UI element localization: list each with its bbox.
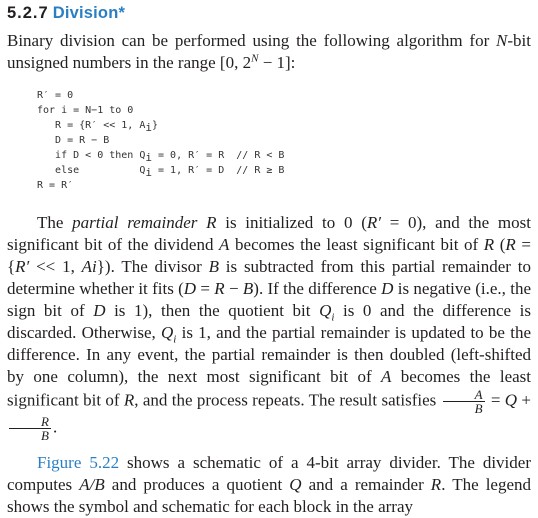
p2-text: ). If the difference bbox=[253, 279, 382, 298]
code-subscript: i bbox=[145, 166, 152, 179]
code-text: = 0, R′ = R // R < B bbox=[152, 150, 285, 161]
p2-text: ( bbox=[494, 235, 506, 254]
code-text: else Q bbox=[37, 165, 146, 176]
p3-text: and a remainder bbox=[301, 475, 431, 494]
p3-text: shows a schematic of a 4-bit array divider. The divider computes bbox=[7, 453, 531, 494]
fraction-numerator: R bbox=[9, 415, 51, 429]
intro-text: Binary division can be performed using the following algorithm for bbox=[7, 31, 497, 50]
p2-text: = { bbox=[7, 235, 531, 276]
p2-text: , and the process repeats. The result satisfies bbox=[134, 390, 441, 410]
p2-var: Ai bbox=[81, 257, 97, 276]
p2-text: becomes the least significant bit of bbox=[229, 235, 484, 254]
code-line bbox=[37, 118, 531, 133]
p2-var: B bbox=[242, 279, 254, 298]
code-line: D = R − B bbox=[37, 135, 110, 146]
p2-var: R bbox=[505, 235, 516, 254]
fraction-denominator: B bbox=[474, 401, 483, 416]
p2-var: B bbox=[208, 257, 219, 276]
intro-var-n: N bbox=[496, 31, 508, 50]
p2-text: = 0), and the most significant bit of the dividend bbox=[7, 213, 531, 254]
code-line: for i = N−1 to 0 bbox=[37, 105, 134, 116]
p2-term: partial remainder R bbox=[72, 213, 217, 232]
page bbox=[7, 2, 531, 518]
p2-text: − bbox=[224, 279, 243, 298]
fraction-r-over-b bbox=[9, 415, 51, 442]
p2-text: = bbox=[196, 279, 215, 298]
p2-var: A bbox=[381, 367, 392, 386]
intro-text: -bit unsigned numbers in the range [0, 2 bbox=[7, 31, 531, 72]
code-text: = 1, R′ = D // R ≥ B bbox=[152, 165, 285, 176]
p2-var: A bbox=[219, 235, 230, 254]
explanation-paragraph bbox=[7, 212, 531, 442]
figure-reference-paragraph bbox=[7, 452, 531, 518]
p2-var: R′ bbox=[15, 257, 30, 276]
p2-text: becomes the least significant bit of bbox=[7, 367, 531, 410]
code-text: } bbox=[152, 120, 159, 131]
p3-var: A/B bbox=[79, 475, 105, 494]
figure-link[interactable]: Figure 5.22 bbox=[37, 453, 120, 472]
p2-var: R′ bbox=[366, 213, 381, 232]
section-title: Division* bbox=[52, 4, 126, 22]
intro-text: − 1]: bbox=[258, 53, 296, 72]
p2-text: }). The divisor bbox=[96, 257, 209, 276]
p2-text: is initialized to 0 ( bbox=[216, 213, 367, 232]
p3-text: . The legend shows the symbol and schematic for each block in the array bbox=[7, 475, 532, 516]
code-subscript: i bbox=[145, 121, 152, 134]
p2-text: is negative (i.e., the sign bit of bbox=[7, 279, 532, 320]
fraction-a-over-b bbox=[443, 388, 485, 415]
p2-subscript: i bbox=[331, 311, 335, 324]
p2-var: D bbox=[381, 279, 394, 298]
p2-var: Q bbox=[504, 390, 518, 410]
p2-text: << 1, bbox=[29, 257, 82, 276]
p3-var: R bbox=[430, 475, 442, 494]
code-subscript: i bbox=[145, 151, 152, 164]
code-line bbox=[37, 148, 531, 163]
p2-text: is 1), then the quotient bit bbox=[105, 301, 320, 320]
fraction-numerator: A bbox=[443, 388, 485, 402]
p2-text: + bbox=[517, 390, 532, 410]
code-line bbox=[37, 163, 531, 178]
section-heading bbox=[7, 2, 531, 24]
intro-paragraph bbox=[7, 30, 531, 74]
p2-text: is 0 and the difference is discarded. Otherwise, bbox=[7, 301, 532, 342]
p2-text: is 1, and the partial remainder is updated to be the difference. In any event, the partial remainder is then doubled (left-shifted by one column), the next most significant bit of bbox=[7, 323, 531, 386]
code-line: R = R′ bbox=[37, 180, 74, 191]
p2-var: R bbox=[123, 390, 135, 410]
algorithm-code-block bbox=[37, 88, 531, 193]
p2-var: Q bbox=[161, 323, 174, 342]
fraction-denominator: B bbox=[41, 428, 49, 443]
p2-var: R bbox=[214, 279, 225, 298]
p3-var: Q bbox=[289, 475, 302, 494]
p2-text: . bbox=[52, 417, 58, 437]
p2-text: is subtracted from this partial remainder to determine whether it fits ( bbox=[7, 257, 531, 298]
code-line: R′ = 0 bbox=[37, 90, 74, 101]
p2-subscript: i bbox=[173, 333, 177, 346]
p2-var: R bbox=[483, 235, 495, 254]
p2-var: Q bbox=[319, 301, 332, 320]
p2-var: D bbox=[183, 279, 197, 298]
code-text: if D < 0 then Q bbox=[37, 150, 146, 161]
code-text: R = {R′ << 1, A bbox=[37, 120, 146, 131]
intro-exponent: N bbox=[251, 52, 259, 65]
p2-text: The bbox=[37, 213, 73, 232]
section-number: 5.2.7 bbox=[7, 4, 49, 22]
p2-var: D bbox=[93, 301, 106, 320]
p2-text: = bbox=[486, 390, 505, 410]
p3-text: and produces a quotient bbox=[104, 475, 290, 494]
